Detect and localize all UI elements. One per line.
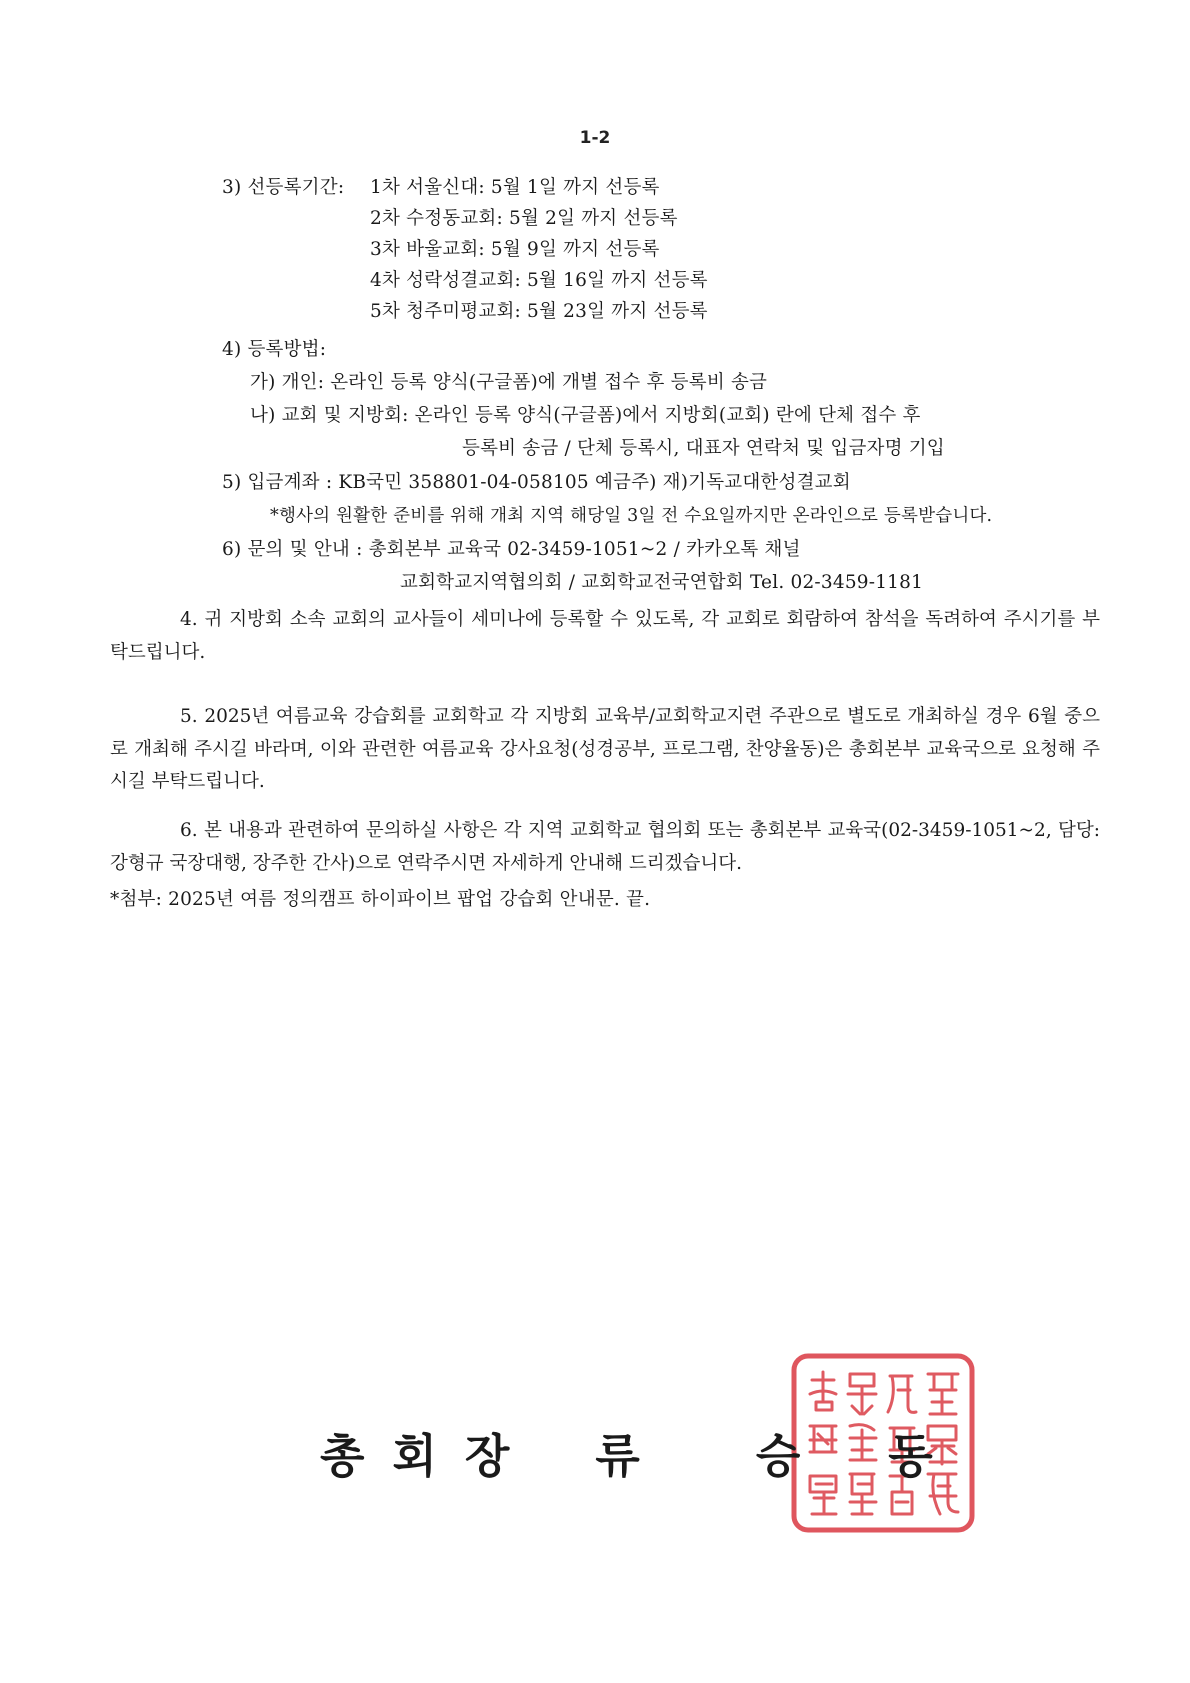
paragraph-4-text: 4. 귀 지방회 소속 교회의 교사들이 세미나에 등록할 수 있도록, 각 교회로 회람하여 참석을 독려하여 주시기를 부탁드립니다.	[110, 609, 1100, 663]
preregistration-label: 3) 선등록기간:	[222, 177, 345, 198]
preregistration-item: 5차 청주미평교회: 5월 23일 까지 선등록	[370, 301, 708, 322]
signature-char: 총	[320, 1429, 365, 1483]
registration-group-line2: 등록비 송금 / 단체 등록시, 대표자 연락처 및 입금자명 기입	[462, 438, 945, 459]
preregistration-item: 4차 성락성결교회: 5월 16일 까지 선등록	[370, 270, 708, 291]
bank-account-line: 5) 입금계좌 : KB국민 358801-04-058105 예금주) 재)기독교대한성결교회	[222, 472, 851, 493]
signature-char: 동	[888, 1429, 933, 1483]
preregistration-item: 2차 수정동교회: 5월 2일 까지 선등록	[370, 208, 678, 229]
signature-line	[320, 1420, 933, 1486]
preregistration-item: 3차 바울교회: 5월 9일 까지 선등록	[370, 239, 660, 260]
bank-account-note: *행사의 원활한 준비를 위해 개최 지역 해당일 3일 전 수요일까지만 온라인으로 등록받습니다.	[270, 506, 993, 526]
paragraph-5-text: 5. 2025년 여름교육 강습회를 교회학교 각 지방회 교육부/교회학교지련 주관으로 별도로 개최하실 경우 6월 중으로 개최해 주시길 바라며, 이와 관련한 여름교육 강사요청(성경공부, 프로그램, 찬양율동)은 총회본부 교육국으로 요청해 주시길 부탁드립니다.	[110, 706, 1100, 792]
registration-group-line1: 나) 교회 및 지방회: 온라인 등록 양식(구글폼)에서 지방회(교회) 란에 단체 접수 후	[250, 405, 921, 426]
signature-char: 류	[595, 1429, 640, 1483]
registration-individual: 가) 개인: 온라인 등록 양식(구글폼)에 개별 접수 후 등록비 송금	[250, 372, 768, 393]
paragraph-6	[110, 815, 1100, 880]
attachment-note: *첨부: 2025년 여름 정의캠프 하이파이브 팝업 강습회 안내문. 끝.	[110, 889, 651, 910]
signature-char: 승	[755, 1429, 801, 1483]
paragraph-4	[110, 604, 1100, 669]
paragraph-5	[110, 701, 1100, 799]
inquiry-line1: 6) 문의 및 안내 : 총회본부 교육국 02-3459-1051~2 / 카카오톡 채널	[222, 539, 801, 560]
signature-char: 회	[392, 1429, 437, 1483]
inquiry-line2: 교회학교지역협의회 / 교회학교전국연합회 Tel. 02-3459-1181	[400, 572, 924, 593]
registration-method-label: 4) 등록방법:	[222, 339, 327, 360]
paragraph-6-text: 6. 본 내용과 관련하여 문의하실 사항은 각 지역 교회학교 협의회 또는 총회본부 교육국(02-3459-1051~2, 담당: 강형규 국장대행, 장주한 간사)으로 연락주시면 자세하게 안내해 드리겠습니다.	[110, 820, 1100, 874]
signature-char: 장	[464, 1429, 510, 1483]
page-number: 1-2	[579, 128, 611, 148]
preregistration-item: 1차 서울신대: 5월 1일 까지 선등록	[370, 177, 660, 198]
